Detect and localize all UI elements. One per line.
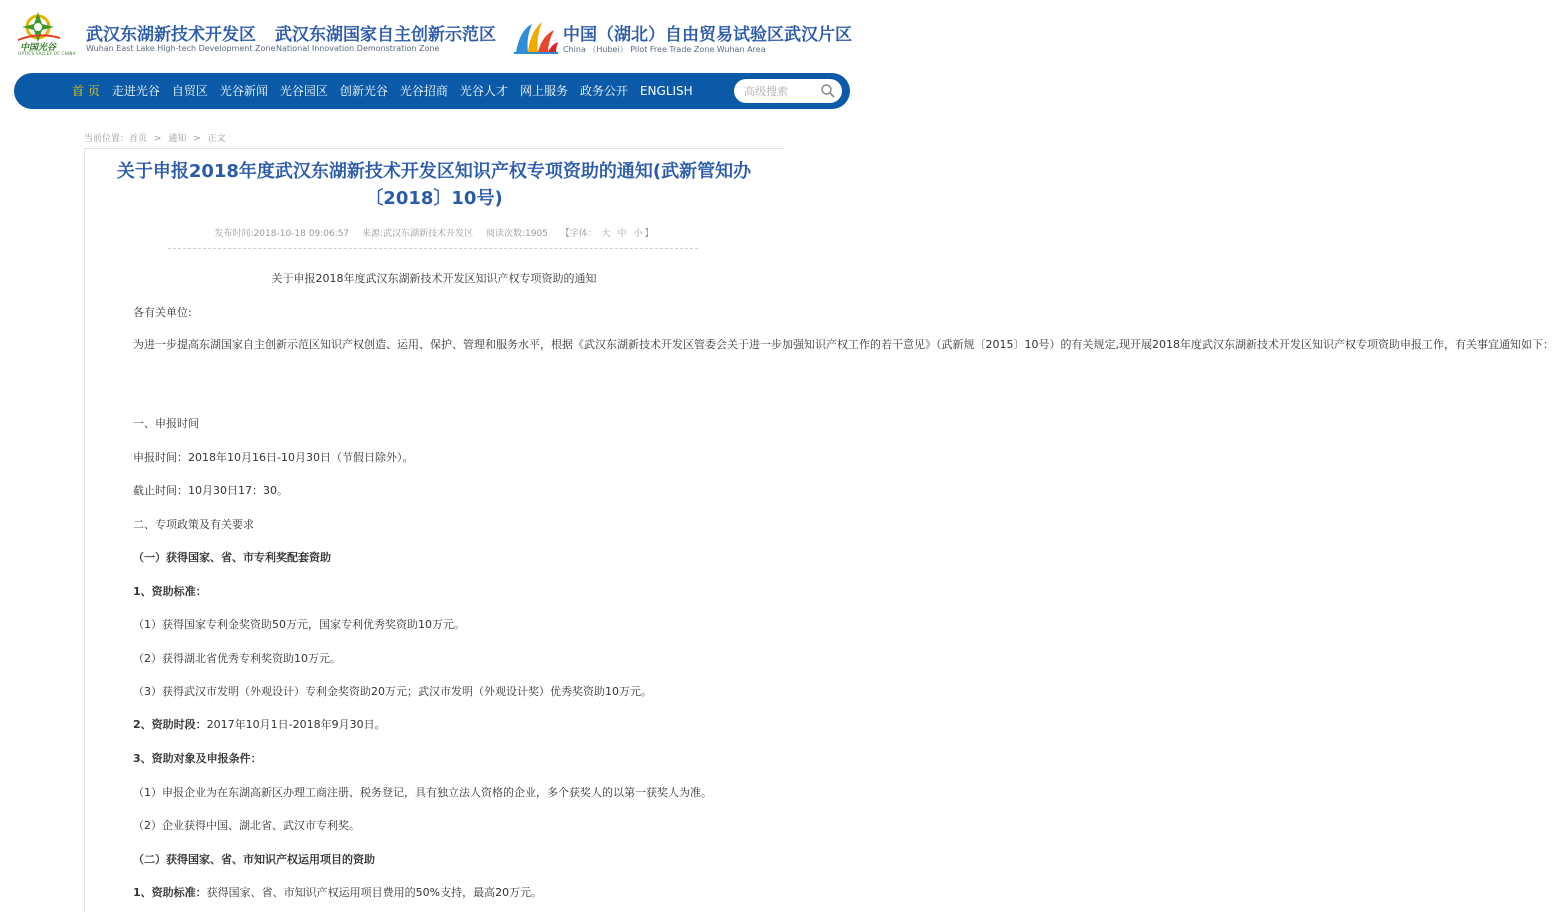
breadcrumb-current: 正文 <box>207 134 226 144</box>
font-size-large[interactable]: 大 <box>601 229 611 239</box>
nav-item-online-service[interactable]: 网上服务 <box>519 84 568 98</box>
nav-item-news[interactable]: 光谷新闻 <box>219 84 268 98</box>
logo-text: 中国光谷 <box>20 43 57 53</box>
zone2-title[interactable]: 武汉东湖国家自主创新示范区 <box>275 25 496 45</box>
nav-item-english[interactable]: ENGLISH <box>639 84 693 98</box>
nav-item-home[interactable]: 首 页 <box>72 84 100 98</box>
breadcrumb-label: 当前位置： <box>84 134 130 144</box>
search-icon[interactable] <box>820 83 836 99</box>
breadcrumb-home[interactable]: 首页 <box>129 134 148 144</box>
nav-item-talent[interactable]: 光谷人才 <box>459 84 508 98</box>
font-size-small[interactable]: 小 <box>633 229 643 239</box>
nav-item-about[interactable]: 走进光谷 <box>111 84 160 98</box>
free-trade-zone-logo-icon[interactable] <box>512 16 560 56</box>
font-size-medium[interactable]: 中 <box>617 229 627 239</box>
zone1-subtitle: Wuhan East Lake High-tech Development Zone <box>86 44 276 53</box>
font-size-end: 】 <box>644 229 654 239</box>
nav-item-parks[interactable]: 光谷园区 <box>279 84 328 98</box>
article-title <box>84 158 784 212</box>
search-input[interactable] <box>744 82 818 100</box>
funding-standard-heading: 1、资助标准： <box>133 585 207 598</box>
subsection-2-2-standard-value: 获得国家、省、市知识产权运用项目费用的50%支持，最高20万元。 <box>206 886 543 899</box>
standard-item-2: （2）获得湖北省优秀专利奖资助10万元。 <box>133 652 341 665</box>
zone3-subtitle: China （Hubei） Pilot Free Trade Zone Wuhan Area <box>563 45 766 54</box>
breadcrumb-divider <box>84 148 784 149</box>
zone2-subtitle: National Innovation Demonstration Zone <box>276 44 440 53</box>
condition-item-1: （1）申报企业为在东湖高新区办理工商注册、税务登记，具有独立法人资格的企业，多个获奖人的以第一获奖人为准。 <box>133 786 712 799</box>
article-title-line1: 关于申报2018年度武汉东湖新技术开发区知识产权专项资助的通知(武新管知办 <box>116 161 752 182</box>
zone1-title[interactable]: 武汉东湖新技术开发区 <box>86 25 256 45</box>
article-subtitle: 关于申报2018年度武汉东湖新技术开发区知识产权专项资助的通知 <box>271 272 597 285</box>
intro-paragraph: 为进一步提高东湖国家自主创新示范区知识产权创造、运用、保护、管理和服务水平，根据《武汉东湖新技术开发区管委会关于进一步加强知识产权工作的若干意见》（武新规〔2015〕10号）的有关规定,现开展2018年度武汉东湖新技术开发区知识产权专项资助申报工作，有关事宜通知如下： <box>133 338 1554 351</box>
article-source: 来源:武汉东湖新技术开发区 <box>362 229 474 239</box>
standard-item-3: （3）获得武汉市发明（外观设计）专利金奖资助20万元；武汉市发明（外观设计奖）优秀奖资助10万元。 <box>133 685 652 698</box>
subsection-2-1-heading: （一）获得国家、省、市专利奖配套资助 <box>133 551 331 564</box>
font-size-label: 【字体： <box>560 229 597 239</box>
publish-time: 发布时间:2018-10-18 09:06:57 <box>214 229 350 239</box>
site-header <box>0 0 869 70</box>
article-meta <box>84 226 784 239</box>
section-1-heading: 一、申报时间 <box>133 417 199 430</box>
breadcrumb-section[interactable]: 通知 <box>168 134 187 144</box>
subsection-2-2-heading: （二）获得国家、省、市知识产权运用项目的资助 <box>133 853 375 866</box>
view-count: 阅读次数:1905 <box>485 229 548 239</box>
salutation: 各有关单位: <box>133 306 192 319</box>
nav-item-gov-affairs[interactable]: 政务公开 <box>579 84 628 98</box>
font-size-switcher <box>561 229 654 239</box>
article-left-border <box>84 149 85 912</box>
breadcrumb-separator: > <box>153 134 162 144</box>
subsection-2-2-standard-label: 1、资助标准： <box>133 886 207 899</box>
article-title-line2: 〔2018〕10号) <box>365 188 503 209</box>
logo-subtext: OPTICS VALLEY OF CHINA <box>18 51 76 56</box>
subsection-2-2-standard <box>133 884 542 900</box>
breadcrumb <box>84 131 230 144</box>
funding-period <box>133 716 386 732</box>
standard-item-1: （1）获得国家专利金奖资助50万元，国家专利优秀奖资助10万元。 <box>133 618 465 631</box>
application-time: 申报时间：2018年10月16日-10月30日（节假日除外）。 <box>133 451 414 464</box>
zone3-title[interactable]: 中国（湖北）自由贸易试验区武汉片区 <box>563 25 852 45</box>
target-conditions-heading: 3、资助对象及申报条件： <box>133 752 262 765</box>
section-2-heading: 二、专项政策及有关要求 <box>133 518 254 531</box>
nav-item-ftz[interactable]: 自贸区 <box>171 84 208 98</box>
nav-items <box>66 73 699 109</box>
main-nav <box>14 73 850 109</box>
funding-period-value: 2017年10月1日-2018年9月30日。 <box>206 718 386 731</box>
funding-period-label: 2、资助时段： <box>133 718 207 731</box>
search-box <box>734 79 842 103</box>
nav-item-investment[interactable]: 光谷招商 <box>399 84 448 98</box>
deadline: 截止时间：10月30日17：30。 <box>133 484 288 497</box>
meta-divider <box>168 248 698 249</box>
condition-item-2: （2）企业获得中国、湖北省、武汉市专利奖。 <box>133 819 360 832</box>
nav-item-innovation[interactable]: 创新光谷 <box>339 84 388 98</box>
breadcrumb-separator: > <box>193 134 201 144</box>
